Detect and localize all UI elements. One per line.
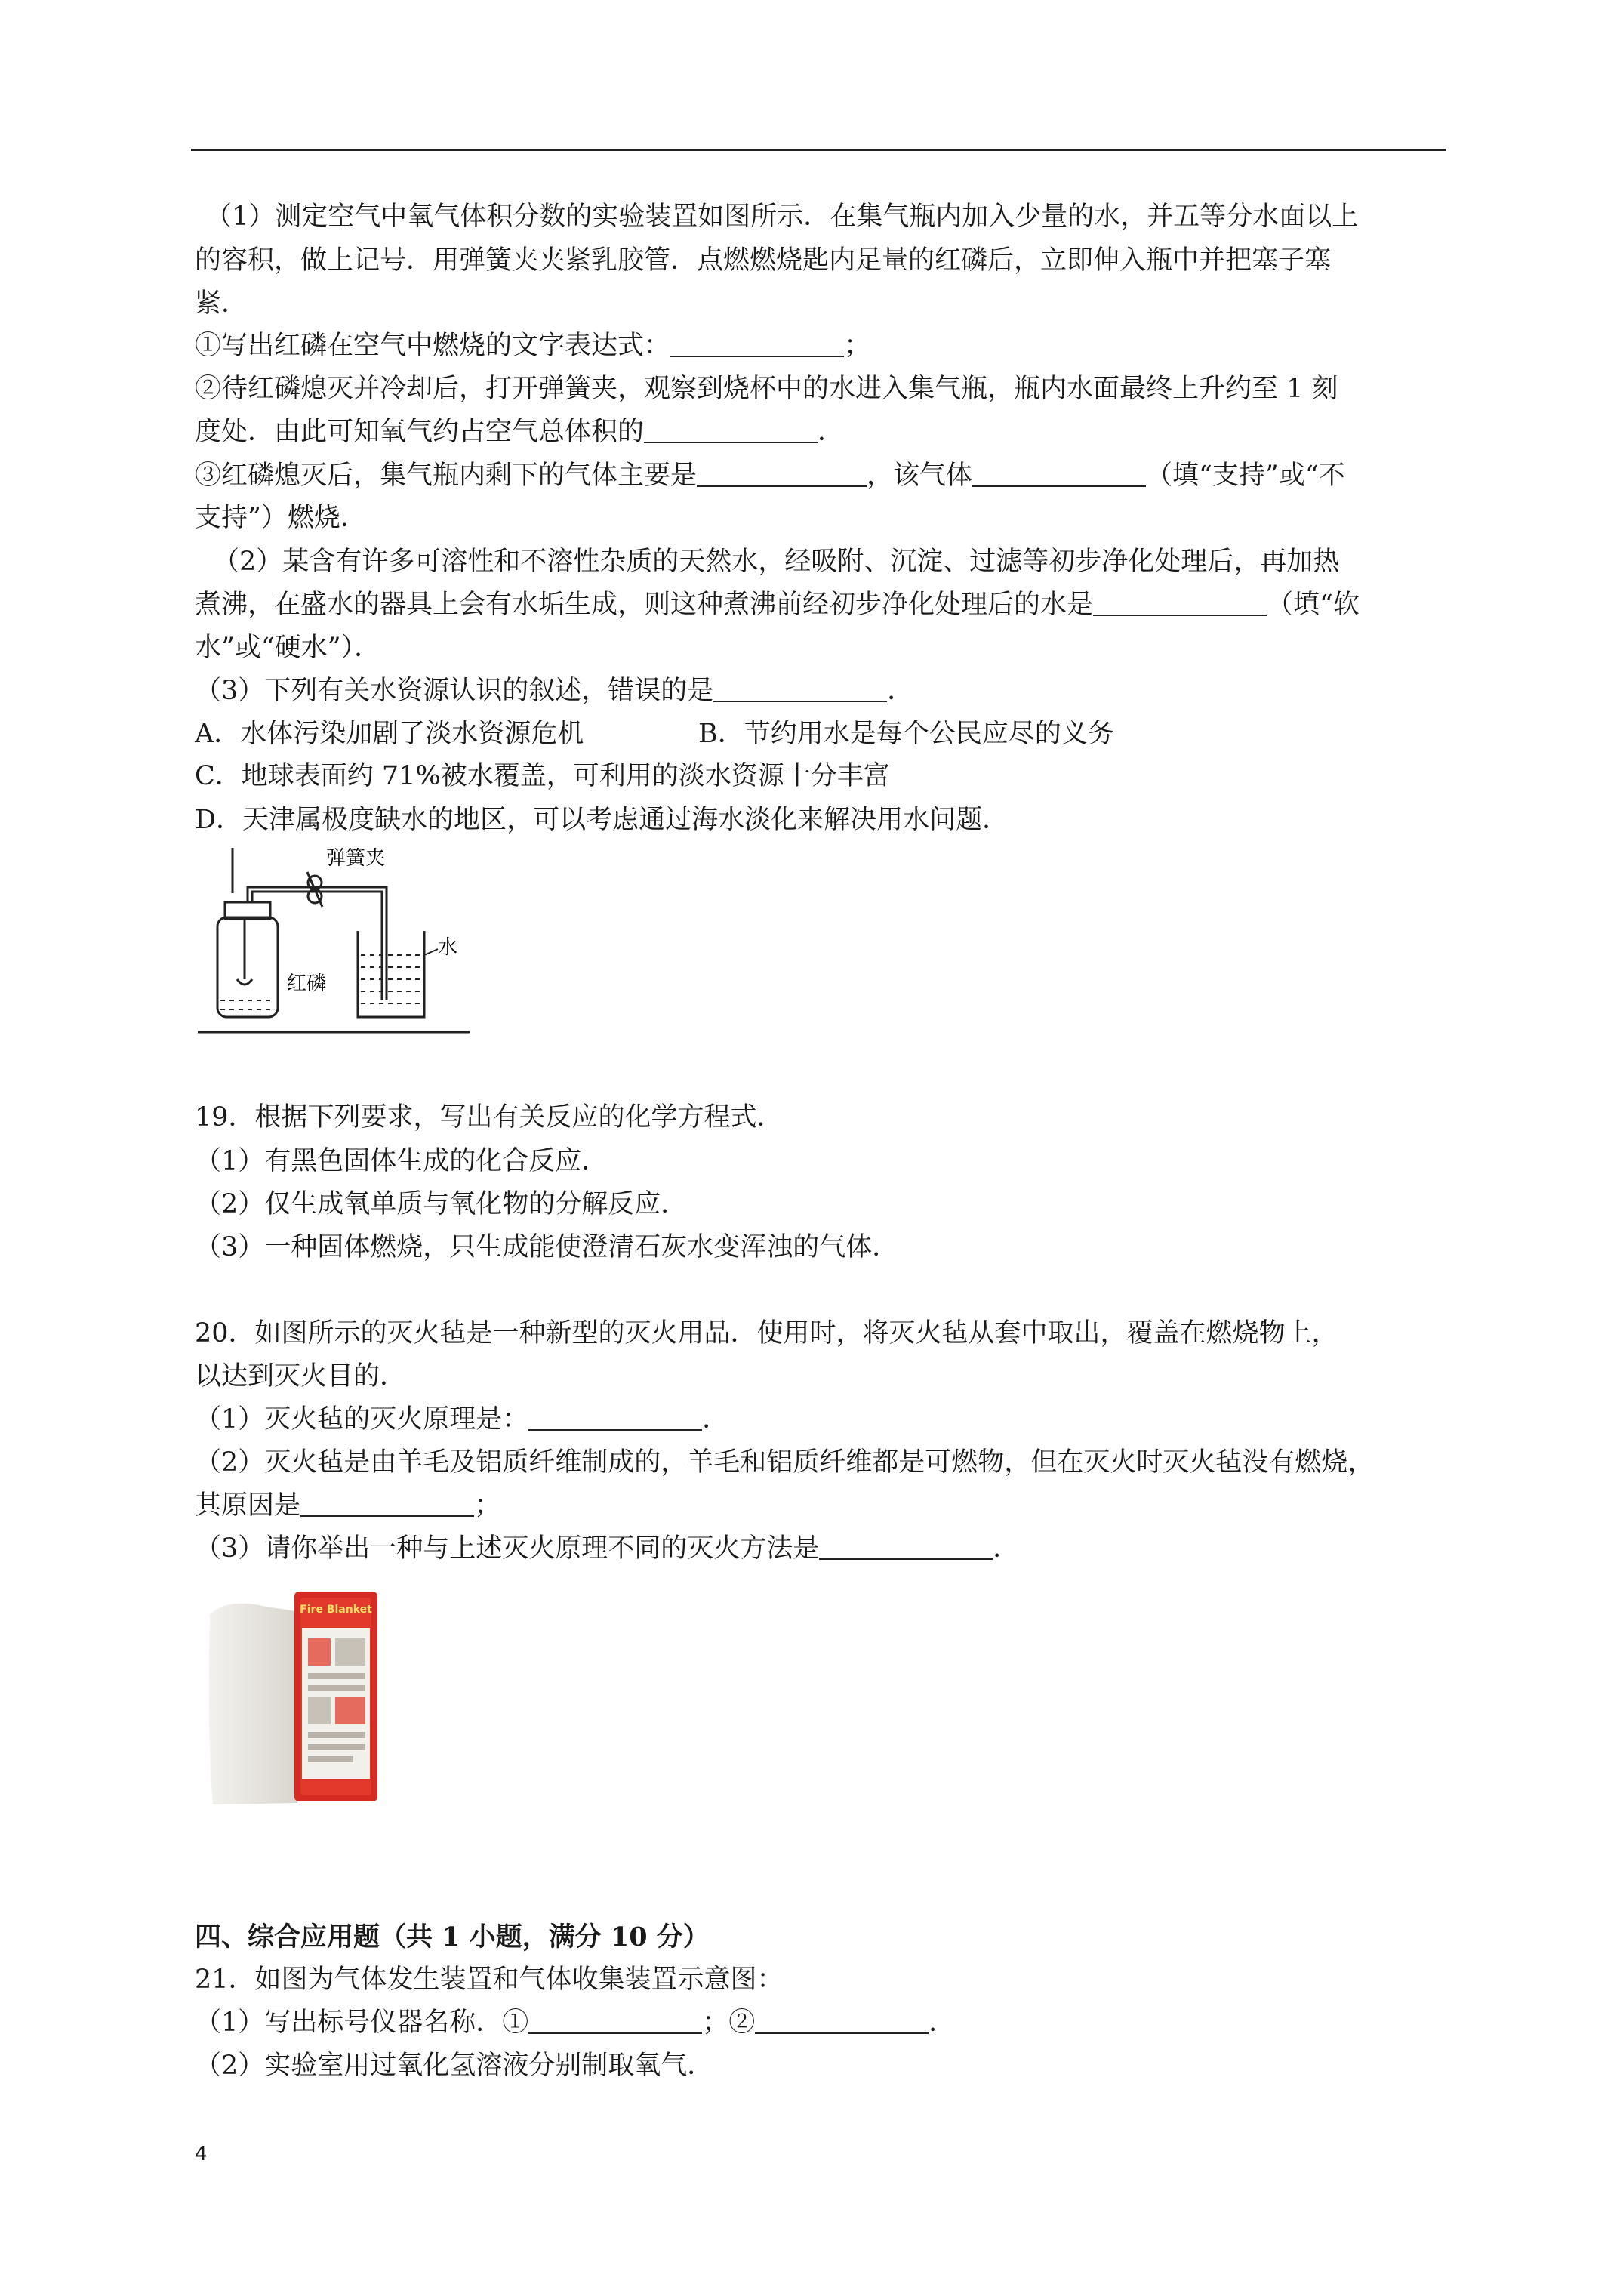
- section-4-heading: 四、综合应用题（共 1 小题，满分 10 分）: [195, 1922, 710, 1952]
- q19-item1: （1）有黑色固体生成的化合反应．: [195, 1146, 608, 1176]
- q18-sub2-line1: ②待红磷熄灭并冷却后，打开弹簧夹，观察到烧杯中的水进入集气瓶，瓶内水面最终上升约至 1 刻: [195, 374, 1338, 404]
- q18-sub3-text: ③红磷熄灭后，集气瓶内剩下的气体主要是: [195, 461, 698, 491]
- q19-stem: 19．根据下列要求，写出有关反应的化学方程式．: [195, 1102, 784, 1133]
- answer-blank[interactable]: [528, 2010, 702, 2034]
- q18-part1-line3: 紧．: [195, 288, 248, 319]
- answer-blank[interactable]: [697, 463, 867, 487]
- q18-sub1-end: ；: [844, 331, 871, 361]
- q20-stem-line1: 20．如图所示的灭火毡是一种新型的灭火用品．使用时，将灭火毡从套中取出，覆盖在燃烧物上，: [195, 1318, 1338, 1348]
- q19-item3: （3）一种固体燃烧，只生成能使澄清石灰水变浑浊的气体．: [195, 1232, 899, 1262]
- q21-stem: 21．如图为气体发生装置和气体收集装置示意图：: [195, 1965, 784, 1995]
- answer-blank[interactable]: [300, 1493, 474, 1517]
- q18-sub3-line2: 支持”）燃烧．: [195, 503, 367, 533]
- oxygen-apparatus-figure: [198, 842, 470, 1046]
- header-rule: [191, 149, 1446, 151]
- q21-item1-text: （1）写出标号仪器名称．①: [195, 2008, 529, 2038]
- q18-part3-text: （3）下列有关水资源认识的叙述，错误的是: [195, 676, 714, 706]
- q18-sub1: [195, 331, 870, 361]
- page-number: 4: [195, 2143, 208, 2165]
- q18-sub2-text: 度处．由此可知氧气约占空气总体积的: [195, 417, 645, 447]
- q20-item2-end: ；: [474, 1490, 501, 1521]
- q18-part3-end: ．: [887, 676, 914, 706]
- q21-item2: （2）实验室用过氧化氢溶液分别制取氧气．: [195, 2051, 714, 2081]
- q21-item1-end: ．: [929, 2008, 956, 2038]
- q18-sub1-text: ①写出红磷在空气中燃烧的文字表达式：: [195, 331, 671, 361]
- q18-sub2-end: ．: [818, 417, 845, 447]
- label-red-phosphorus: 红磷: [287, 972, 327, 995]
- answer-blank[interactable]: [1093, 592, 1267, 616]
- label-clip: 弹簧夹: [326, 847, 386, 870]
- q20-item2-text: 其原因是: [195, 1490, 301, 1521]
- q18-part2-line3: 水”或“硬水”）．: [195, 633, 381, 663]
- q20-item1: [195, 1404, 728, 1435]
- q18-part1-line2: 的容积，做上记号．用弹簧夹夹紧乳胶管．点燃燃烧匙内足量的红磷后，立即伸入瓶中并把塞子塞: [195, 245, 1332, 276]
- option-a: A．水体污染加剧了淡水资源危机: [195, 719, 584, 749]
- q20-stem-line2: 以达到灭火目的．: [195, 1361, 407, 1391]
- option-c: C．地球表面约 71%被水覆盖，可利用的淡水资源十分丰富: [195, 761, 890, 791]
- q18-sub3-end: （填“支持”或“不: [1146, 461, 1345, 491]
- q19-item2: （2）仅生成氧单质与氧化物的分解反应．: [195, 1189, 688, 1219]
- q20-item1-text: （1）灭火毡的灭火原理是：: [195, 1404, 529, 1435]
- answer-blank[interactable]: [819, 1536, 993, 1560]
- q20-item3-text: （3）请你举出一种与上述灭火原理不同的灭火方法是: [195, 1533, 820, 1564]
- q18-part2-line2: [195, 590, 1360, 620]
- q21-item1-mid: ；②: [702, 2008, 756, 2038]
- q20-item3: [195, 1533, 1019, 1564]
- q20-item2-line1: （2）灭火毡是由羊毛及铝质纤维制成的，羊毛和铝质纤维都是可燃物，但在灭火时灭火毡没有燃烧，: [195, 1447, 1375, 1478]
- q18-part2-line1: （2）某含有许多可溶性和不溶性杂质的天然水，经吸附、沉淀、过滤等初步净化处理后，再加热: [213, 547, 1340, 577]
- q20-item1-end: ．: [702, 1404, 729, 1435]
- option-d: D．天津属极度缺水的地区，可以考虑通过海水淡化来解决用水问题．: [195, 805, 1009, 835]
- q18-part3: [195, 676, 913, 706]
- q18-part2-text: 煮沸，在盛水的器具上会有水垢生成，则这种煮沸前经初步净化处理后的水是: [195, 590, 1094, 620]
- q18-part1-line1: （1）测定空气中氧气体积分数的实验装置如图所示．在集气瓶内加入少量的水，并五等分水面以上: [205, 202, 1359, 232]
- answer-blank[interactable]: [713, 678, 887, 702]
- q18-sub3-mid: ，该气体: [867, 461, 973, 491]
- q20-item2-line2: [195, 1490, 500, 1521]
- q18-part2-end: （填“软: [1267, 590, 1360, 620]
- answer-blank[interactable]: [972, 463, 1146, 487]
- answer-blank[interactable]: [670, 333, 844, 357]
- option-b: B．节约用水是每个公民应尽的义务: [698, 719, 1114, 749]
- photo-label: Fire Blanket: [300, 1604, 372, 1616]
- q21-item1: [195, 2008, 955, 2038]
- fire-blanket-photo: [205, 1584, 387, 1811]
- q18-sub2-line2: [195, 417, 844, 447]
- answer-blank[interactable]: [528, 1407, 702, 1431]
- q20-item3-end: ．: [993, 1533, 1020, 1564]
- answer-blank[interactable]: [644, 419, 818, 443]
- label-water: 水: [438, 936, 458, 959]
- q18-sub3-line1: [195, 461, 1345, 491]
- answer-blank[interactable]: [755, 2010, 929, 2034]
